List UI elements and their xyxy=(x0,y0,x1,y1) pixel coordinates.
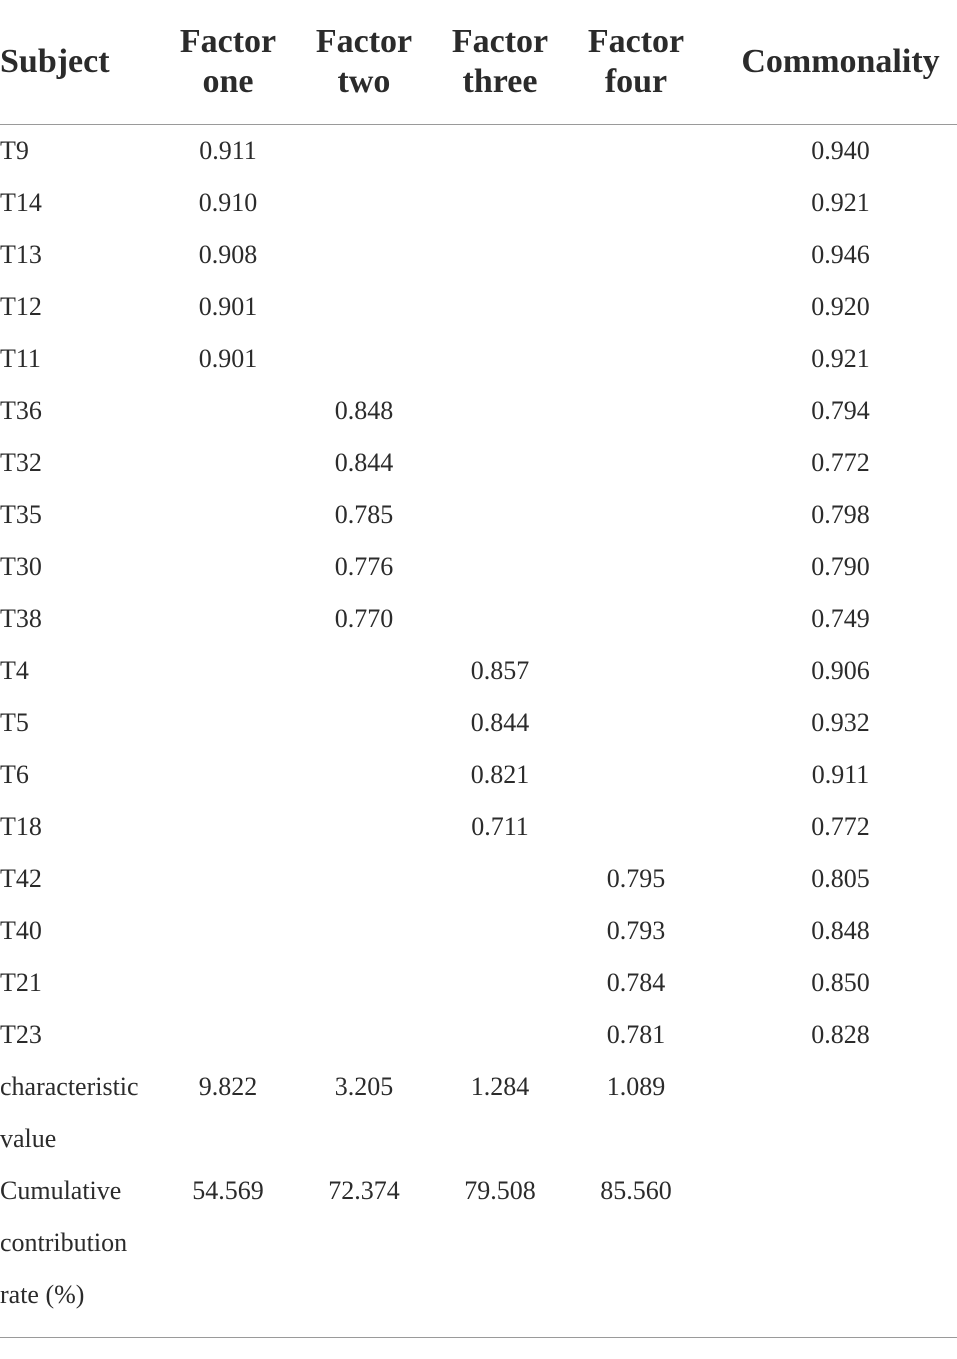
row-commonality: 0.932 xyxy=(811,708,870,737)
row-factor-one xyxy=(160,645,296,697)
row-factor-four: 0.793 xyxy=(606,916,666,945)
table-row xyxy=(0,385,957,437)
row-factor-four xyxy=(568,125,704,177)
table-row xyxy=(0,177,957,229)
row-commonality: 0.911 xyxy=(811,760,870,789)
row-factor-two xyxy=(296,801,432,853)
row-factor-three xyxy=(432,385,568,437)
cumulative-label xyxy=(0,1165,160,1338)
row-factor-one: 0.911 xyxy=(199,136,257,165)
row-subject: T14 xyxy=(0,188,42,217)
row-factor-one xyxy=(160,801,296,853)
row-commonality: 0.790 xyxy=(811,552,870,581)
row-factor-three: 0.711 xyxy=(471,812,529,841)
row-subject: T9 xyxy=(0,136,29,165)
row-commonality: 0.848 xyxy=(811,916,870,945)
row-subject: T23 xyxy=(0,1020,42,1049)
row-factor-two: 0.785 xyxy=(334,500,394,529)
row-factor-four: 0.784 xyxy=(606,968,666,997)
cumulative-f4: 85.560 xyxy=(568,1165,704,1338)
header-commonality: Commonality xyxy=(704,0,957,125)
row-factor-four xyxy=(568,385,704,437)
row-factor-three xyxy=(432,333,568,385)
row-factor-four xyxy=(568,801,704,853)
table-row xyxy=(0,489,957,541)
characteristic-label xyxy=(0,1061,160,1165)
header-factor-one-line1: Factor xyxy=(179,23,277,60)
row-commonality: 0.920 xyxy=(811,292,870,321)
characteristic-label-line2: value xyxy=(0,1124,57,1153)
row-factor-four xyxy=(568,333,704,385)
table-row xyxy=(0,853,957,905)
row-factor-three xyxy=(432,853,568,905)
table-row xyxy=(0,905,957,957)
table-row xyxy=(0,1009,957,1061)
header-factor-four-line2: four xyxy=(604,63,668,100)
row-commonality: 0.798 xyxy=(811,500,870,529)
row-factor-one xyxy=(160,541,296,593)
header-subject: Subject xyxy=(0,0,160,125)
row-factor-two xyxy=(296,281,432,333)
row-factor-four xyxy=(568,697,704,749)
row-factor-one xyxy=(160,957,296,1009)
row-factor-two: 0.776 xyxy=(334,552,394,581)
row-factor-three: 0.857 xyxy=(470,656,530,685)
row-subject: T12 xyxy=(0,292,42,321)
row-factor-four: 0.795 xyxy=(606,864,666,893)
characteristic-comm xyxy=(704,1061,957,1165)
row-commonality: 0.921 xyxy=(811,344,870,373)
row-factor-three xyxy=(432,177,568,229)
table-row xyxy=(0,697,957,749)
row-commonality: 0.940 xyxy=(811,136,870,165)
row-factor-one xyxy=(160,853,296,905)
row-factor-three xyxy=(432,125,568,177)
header-factor-four-line1: Factor xyxy=(587,23,685,60)
row-factor-one xyxy=(160,697,296,749)
row-commonality: 0.772 xyxy=(811,812,870,841)
row-factor-four xyxy=(568,177,704,229)
table-row xyxy=(0,957,957,1009)
header-factor-three-line2: three xyxy=(462,63,538,100)
row-commonality: 0.772 xyxy=(811,448,870,477)
row-factor-four xyxy=(568,749,704,801)
row-factor-one xyxy=(160,905,296,957)
row-subject: T42 xyxy=(0,864,42,893)
header-factor-four xyxy=(568,0,704,125)
characteristic-f3: 1.284 xyxy=(470,1072,530,1101)
row-commonality: 0.805 xyxy=(811,864,870,893)
row-subject: T40 xyxy=(0,916,42,945)
characteristic-value-row xyxy=(0,1061,957,1165)
row-factor-four: 0.781 xyxy=(606,1020,666,1049)
header-factor-three xyxy=(432,0,568,125)
cumulative-label-line2: contribution xyxy=(0,1228,128,1257)
row-factor-two xyxy=(296,1009,432,1061)
header-factor-two-line1: Factor xyxy=(315,23,413,60)
row-subject: T11 xyxy=(0,344,41,373)
cumulative-f3: 79.508 xyxy=(432,1165,568,1338)
row-commonality: 0.794 xyxy=(811,396,870,425)
row-factor-four xyxy=(568,437,704,489)
row-factor-three xyxy=(432,1009,568,1061)
table-row xyxy=(0,281,957,333)
row-factor-one xyxy=(160,489,296,541)
row-factor-four xyxy=(568,229,704,281)
row-factor-two xyxy=(296,853,432,905)
row-factor-two xyxy=(296,697,432,749)
cumulative-comm xyxy=(704,1165,957,1338)
row-commonality: 0.850 xyxy=(811,968,870,997)
header-factor-three-line1: Factor xyxy=(451,23,549,60)
table-row xyxy=(0,801,957,853)
row-factor-three xyxy=(432,905,568,957)
row-commonality: 0.946 xyxy=(811,240,870,269)
row-factor-three: 0.821 xyxy=(470,760,530,789)
row-factor-two xyxy=(296,957,432,1009)
table-row xyxy=(0,645,957,697)
row-factor-three xyxy=(432,281,568,333)
table-body xyxy=(0,125,957,1338)
cumulative-label-line1: Cumulative xyxy=(0,1176,122,1205)
row-factor-two xyxy=(296,333,432,385)
header-factor-one-line2: one xyxy=(202,63,254,100)
table-row xyxy=(0,125,957,177)
cumulative-f1: 54.569 xyxy=(160,1165,296,1338)
characteristic-f4: 1.089 xyxy=(606,1072,666,1101)
row-commonality: 0.749 xyxy=(811,604,870,633)
table-row xyxy=(0,593,957,645)
row-factor-two: 0.770 xyxy=(334,604,394,633)
row-subject: T36 xyxy=(0,396,42,425)
row-factor-four xyxy=(568,281,704,333)
row-subject: T6 xyxy=(0,760,29,789)
row-factor-one: 0.908 xyxy=(198,240,258,269)
characteristic-f2: 3.205 xyxy=(334,1072,394,1101)
row-subject: T5 xyxy=(0,708,29,737)
row-factor-two xyxy=(296,125,432,177)
row-subject: T30 xyxy=(0,552,42,581)
cumulative-contribution-row xyxy=(0,1165,957,1338)
row-factor-three xyxy=(432,437,568,489)
row-factor-one xyxy=(160,1009,296,1061)
row-factor-four xyxy=(568,593,704,645)
row-subject: T32 xyxy=(0,448,42,477)
row-factor-three xyxy=(432,229,568,281)
characteristic-label-line1: characteristic xyxy=(0,1072,139,1101)
row-factor-three xyxy=(432,489,568,541)
row-factor-three: 0.844 xyxy=(470,708,530,737)
table-row xyxy=(0,541,957,593)
table-row xyxy=(0,437,957,489)
row-subject: T35 xyxy=(0,500,42,529)
row-subject: T13 xyxy=(0,240,42,269)
row-commonality: 0.906 xyxy=(811,656,870,685)
row-factor-two xyxy=(296,229,432,281)
table-row xyxy=(0,229,957,281)
row-commonality: 0.921 xyxy=(811,188,870,217)
row-factor-two xyxy=(296,645,432,697)
row-factor-four xyxy=(568,541,704,593)
row-factor-one: 0.910 xyxy=(198,188,258,217)
cumulative-f2: 72.374 xyxy=(296,1165,432,1338)
row-subject: T21 xyxy=(0,968,42,997)
row-factor-one: 0.901 xyxy=(198,292,258,321)
row-factor-one xyxy=(160,437,296,489)
characteristic-f1: 9.822 xyxy=(198,1072,258,1101)
row-factor-one xyxy=(160,749,296,801)
row-factor-two: 0.848 xyxy=(334,396,394,425)
row-subject: T4 xyxy=(0,656,29,685)
cumulative-label-line3: rate (%) xyxy=(0,1280,85,1309)
header-factor-two xyxy=(296,0,432,125)
row-commonality: 0.828 xyxy=(811,1020,870,1049)
table-header-row xyxy=(0,0,957,125)
row-factor-three xyxy=(432,957,568,1009)
row-subject: T38 xyxy=(0,604,42,633)
row-factor-three xyxy=(432,541,568,593)
row-factor-four xyxy=(568,489,704,541)
row-factor-one xyxy=(160,593,296,645)
table-row xyxy=(0,333,957,385)
row-factor-three xyxy=(432,593,568,645)
row-factor-two: 0.844 xyxy=(334,448,394,477)
row-factor-one: 0.901 xyxy=(198,344,258,373)
header-factor-one xyxy=(160,0,296,125)
row-subject: T18 xyxy=(0,812,42,841)
row-factor-one xyxy=(160,385,296,437)
row-factor-two xyxy=(296,177,432,229)
row-factor-four xyxy=(568,645,704,697)
row-factor-two xyxy=(296,905,432,957)
header-factor-two-line2: two xyxy=(337,63,391,100)
row-factor-two xyxy=(296,749,432,801)
table-row xyxy=(0,749,957,801)
